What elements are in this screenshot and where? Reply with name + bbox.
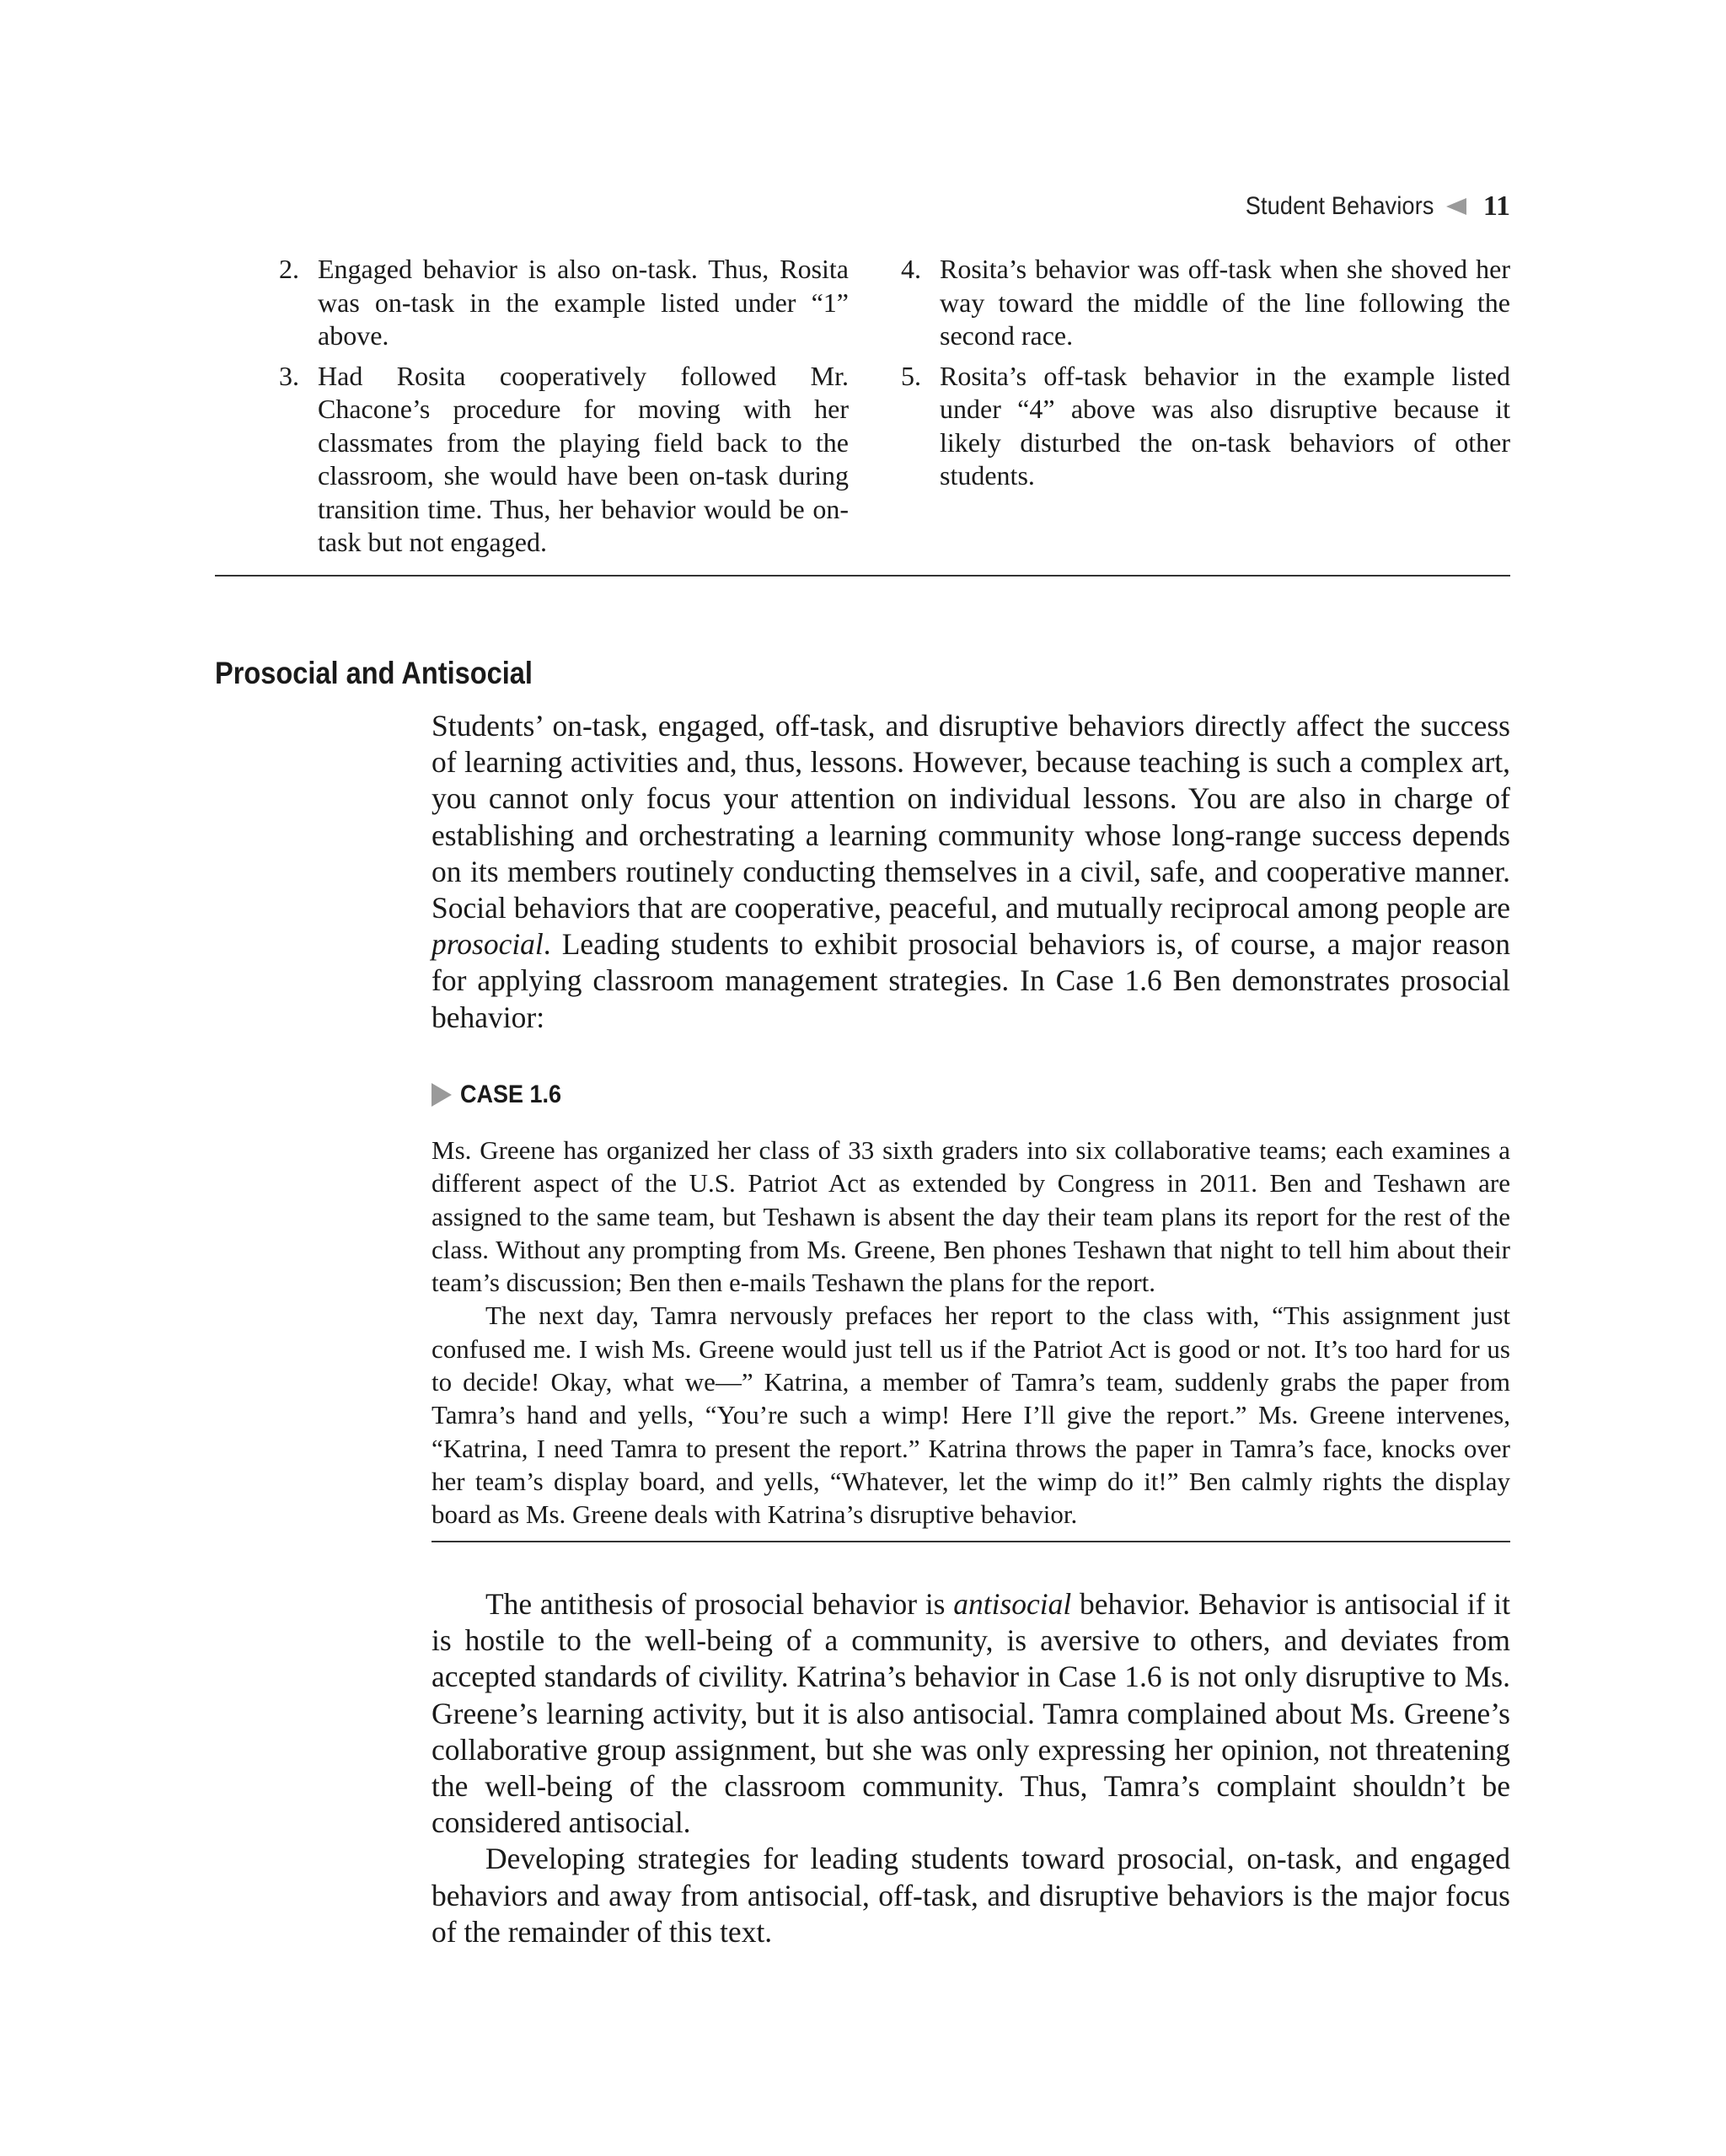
answer-number: 5. bbox=[901, 360, 921, 391]
answer-text: Engaged behavior is also on-task. Thus, Rosita was on-task in the example listed under “1” above. bbox=[318, 254, 849, 351]
case-paragraph: Ms. Greene has organized her class of 33 sixth graders into six collaborative teams; each examines a different aspect of the U.S. Patriot Act as extended by Congress in 2011. Ben and Teshawn are assigned to the same team, but Teshawn is absent the day their team plans its report for the rest of the class. Without any prompting from Ms. Greene, Ben phones Teshawn that night to tell him about their team’s discussion; Ben then e-mails Teshawn the plans for the report. bbox=[432, 1135, 1510, 1298]
answer-number: 4. bbox=[901, 254, 921, 284]
antisocial-term: antisocial bbox=[953, 1587, 1072, 1621]
answer-text: Had Rosita cooperatively followed Mr. Chacone’s procedure for moving with her classmates from the playing field back to the classroom, she would have been on-task during transition time. Thus, her behavior would be on-task but not engaged. bbox=[318, 360, 849, 557]
running-title: Student Behaviors bbox=[1246, 192, 1434, 220]
answer-item bbox=[215, 253, 849, 353]
answer-text: Rosita’s off-task behavior in the example listed under “4” above was also disruptive because it likely disturbed the on-task behaviors of other students. bbox=[940, 360, 1510, 491]
closing-text-after: behavior. Behavior is antisocial if it is hostile to the well-being of a community, is aversive to others, and deviates from accepted standards of civility. Katrina’s behavior in Case 1.6 is not only disruptive to Ms. Greene’s learning activity, but it is also antisocial. Tamra complained about Ms. Greene’s collaborative group assignment, but she was only expressing her opinion, not threatening the well-being of the classroom community. Thus, Tamra’s complaint shouldn’t be considered antisocial. bbox=[432, 1587, 1510, 1840]
closing-paragraph bbox=[432, 1586, 1510, 1841]
left-triangle-icon bbox=[1446, 198, 1466, 215]
closing-text-before: The antithesis of prosocial behavior is bbox=[485, 1587, 954, 1621]
intro-text-before: Students’ on-task, engaged, off-task, and disruptive behaviors directly affect the success of learning activities and, thus, lessons. However, because teaching is such a complex art, you cannot only focus your attention on individual lessons. You are also in charge of establishing and orchestrating a learning community whose long-range success depends on its members routinely conducting themselves in a civil, safe, and cooperative manner. Social behaviors that are cooperative, peaceful, and mutually reciprocal among people are bbox=[432, 709, 1510, 925]
right-triangle-icon bbox=[432, 1083, 452, 1107]
case-paragraph: The next day, Tamra nervously prefaces her report to the class with, “This assignment just confused me. I wish Ms. Greene would just tell us if the Patriot Act is good or not. It’s too hard for us to decide! Okay, what we—” Katrina, a member of Tamra’s team, suddenly grabs the paper from Tamra’s hand and yells, “You’re such a wimp! Here I’ll give the report.” Ms. Greene intervenes, “Katrina, I need Tamra to present the report.” Katrina throws the paper in Tamra’s face, knocks over her team’s display board, and yells, “Whatever, let the wimp do it!” Ben calmly rights the display board as Ms. Greene deals with Katrina’s disruptive behavior. bbox=[432, 1301, 1510, 1530]
running-header bbox=[1225, 190, 1510, 223]
closing-paragraph: Developing strategies for leading students toward prosocial, on-task, and engaged behaviors and away from antisocial, off-task, and disruptive behaviors is the major focus of the remainder of this text. bbox=[432, 1842, 1510, 1949]
intro-block bbox=[432, 708, 1510, 1036]
answer-item bbox=[215, 360, 849, 560]
intro-paragraph bbox=[432, 708, 1510, 1036]
answer-column-right bbox=[876, 253, 1510, 566]
case-title: CASE 1.6 bbox=[460, 1081, 562, 1108]
answer-item bbox=[876, 253, 1510, 353]
answer-item bbox=[876, 360, 1510, 493]
section-heading: Prosocial and Antisocial bbox=[215, 656, 533, 690]
case-label bbox=[432, 1081, 572, 1109]
intro-text-after: . Leading students to exhibit prosocial behaviors is, of course, a major reason for applying classroom management strategies. In Case 1.6 Ben demonstrates prosocial behavior: bbox=[432, 927, 1510, 1034]
closing-block bbox=[432, 1586, 1510, 1950]
page-number: 11 bbox=[1482, 190, 1510, 222]
answer-column-left bbox=[215, 253, 849, 566]
answer-list bbox=[215, 253, 1510, 566]
case-divider bbox=[432, 1541, 1510, 1542]
answer-number: 3. bbox=[279, 360, 299, 391]
answer-text: Rosita’s behavior was off-task when she shoved her way toward the middle of the line following the second race. bbox=[940, 254, 1510, 351]
section-divider bbox=[215, 575, 1510, 577]
answer-number: 2. bbox=[279, 254, 299, 284]
case-body bbox=[432, 1134, 1510, 1531]
prosocial-term: prosocial bbox=[432, 927, 544, 962]
